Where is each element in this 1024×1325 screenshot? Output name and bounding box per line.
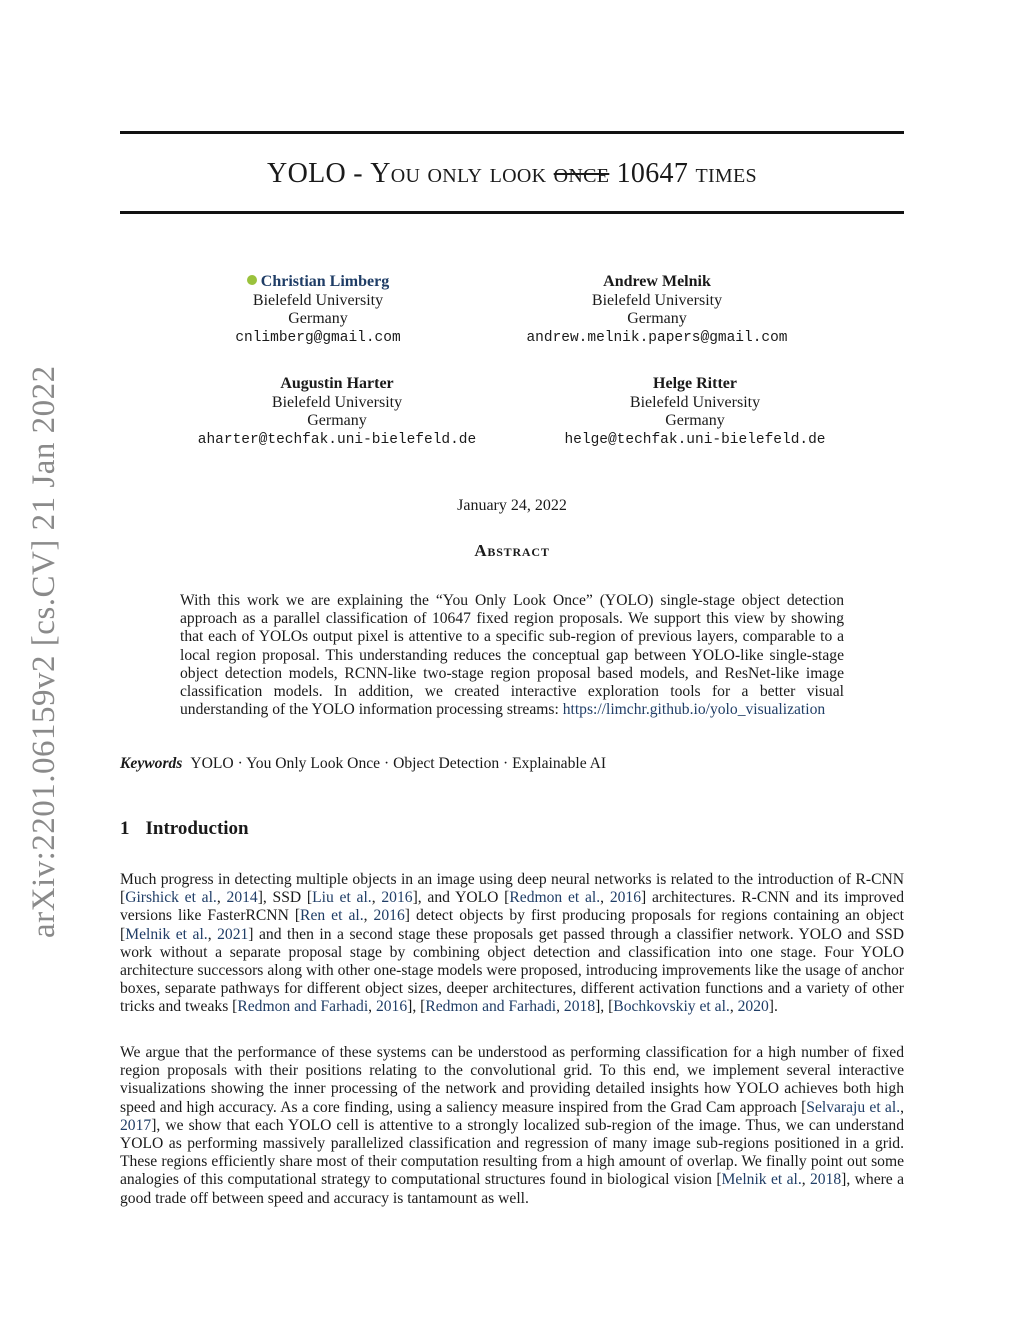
citation-link[interactable]: Melnik et al. — [721, 1171, 802, 1189]
author-affiliation: Bielefeld University — [629, 393, 761, 411]
citation-link[interactable]: 2021 — [217, 925, 249, 943]
citation-link[interactable]: 2014 — [226, 889, 258, 907]
author-email: helge@techfak.uni-bielefeld.de — [564, 431, 826, 448]
paragraph-text: , — [900, 1098, 904, 1116]
paragraph-text: , — [801, 1171, 810, 1189]
paragraph-text: , — [729, 998, 738, 1016]
citation-link[interactable]: Bochkovskiy et al. — [613, 998, 730, 1016]
paragraph-text: ], and YOLO [ — [412, 889, 510, 907]
section-heading — [120, 818, 249, 840]
keywords-text: YOLO · You Only Look Once · Object Detection · Explainable AI — [190, 755, 607, 772]
citation-link[interactable]: Selvaraju et al. — [806, 1098, 901, 1116]
title-rule-top — [120, 131, 904, 134]
title-rule-bottom — [120, 211, 904, 214]
citation-link[interactable]: 2016 — [609, 889, 641, 907]
section-title: Introduction — [145, 818, 249, 839]
paragraph-text: , — [216, 889, 227, 907]
citation-link[interactable]: Ren et al. — [300, 907, 364, 925]
author-name: Andrew Melnik — [603, 273, 711, 290]
title-part-2: You only look — [370, 158, 547, 189]
title-part-4: times — [695, 158, 757, 189]
citation-link[interactable]: Redmon and Farhadi — [237, 998, 369, 1016]
author-block — [525, 375, 865, 449]
title-struck-word: once — [553, 158, 610, 189]
paragraph-text: ], where a good trade off between speed and accuracy is tantamount as well. — [120, 1171, 905, 1207]
paper-title — [120, 158, 904, 190]
paragraph-text: ]. — [768, 998, 778, 1016]
title-part-1: YOLO - — [267, 158, 371, 189]
paragraph-text: , — [368, 998, 376, 1016]
author-block — [168, 273, 468, 347]
abstract-heading: Abstract — [474, 541, 550, 560]
abstract-body — [180, 592, 844, 719]
paragraph-text: ] and then in a second stage these proposals get passed through a classifier network. YOLO and SSD work without a separate proposal stage by combining object detection and classification into one stage. Four YOLO architecture successors along with other one-stage models were proposed, introducing improvements like the usage of anchor boxes, separate pathways for different object sizes, deeper architectures, different activation functions and a variety of other tricks and tweaks [ — [120, 925, 904, 1016]
author-affiliation: Bielefeld University — [252, 291, 384, 309]
arxiv-identifier: arXiv:2201.06159v2 [cs.CV] 21 Jan 2022 — [26, 365, 62, 938]
keywords-label: Keywords — [120, 755, 183, 772]
abstract-text: With this work we are explaining the “You Only Look Once” (YOLO) single-stage object detection approach as a parallel classification of 10647 fixed region proposals. We support this view by showing that each of YOLOs output pixel is attentive to a specific sub-region of previous layers, comparable to a local region proposal. This understanding reduces the conceptual gap between YOLO-like single-stage object detection models, RCNN-like two-stage region proposal based models, and ResNet-like image classification models. In addition, we created interactive exploration tools for a better visual understanding of the YOLO information processing streams: — [180, 592, 844, 719]
author-name: Augustin Harter — [280, 375, 394, 392]
author-name: Helge Ritter — [653, 375, 737, 392]
citation-link[interactable]: 2016 — [375, 998, 408, 1016]
citation-link[interactable]: 2017 — [120, 1116, 152, 1134]
author-block — [497, 273, 817, 347]
intro-paragraph-2 — [120, 1044, 904, 1208]
author-country: Germany — [288, 310, 348, 327]
paragraph-text: ], [ — [407, 998, 426, 1016]
paragraph-text: , — [556, 998, 564, 1016]
paragraph-text: , — [371, 889, 382, 907]
author-email: andrew.melnik.papers@gmail.com — [526, 329, 788, 346]
project-link[interactable]: https://limchr.github.io/yolo_visualization — [562, 701, 826, 719]
citation-link[interactable]: Girshick et al. — [125, 889, 217, 907]
citation-link[interactable]: Redmon et al. — [509, 889, 601, 907]
paragraph-text: ], [ — [595, 998, 614, 1016]
paragraph-text: , — [600, 889, 610, 907]
paragraph-text: , — [363, 907, 374, 925]
title-part-3: 10647 — [609, 158, 696, 189]
paragraph-text: ], SSD [ — [257, 889, 313, 907]
paragraph-text: We argue that the performance of these systems can be understood as performing classification for a high number of fixed region proposals with their positions relating to the convolutional grid. To this end, we implement several interactive visualizations showing the inner processing of the network and providing detailed insights how YOLO achieves both high speed and high accuracy. As a core finding, using a saliency measure inspired from the Grad Cam approach [ — [120, 1044, 904, 1116]
author-block — [167, 375, 507, 449]
paragraph-text: , — [207, 925, 218, 943]
citation-link[interactable]: 2016 — [381, 889, 413, 907]
author-email: cnlimberg@gmail.com — [235, 329, 401, 346]
section-number: 1 — [120, 818, 130, 839]
intro-paragraph-1 — [120, 871, 904, 1017]
citation-link[interactable]: 2016 — [373, 907, 405, 925]
citation-link[interactable]: Redmon and Farhadi — [425, 998, 557, 1016]
citation-link[interactable]: 2020 — [737, 998, 769, 1016]
paragraph-text: Much progress in detecting multiple objects in an image using deep neural networks is related to the introduction of R-CNN [ — [120, 871, 904, 907]
author-name[interactable]: Christian Limberg — [168, 273, 468, 292]
author-country: Germany — [665, 412, 725, 429]
author-country: Germany — [307, 412, 367, 429]
citation-link[interactable]: Liu et al. — [312, 889, 372, 907]
citation-link[interactable]: Melnik et al. — [125, 925, 208, 943]
paper-date: January 24, 2022 — [457, 497, 567, 514]
orcid-icon[interactable] — [247, 275, 257, 285]
paragraph-text: ] architectures. R-CNN and its improved versions like FasterRCNN [ — [120, 889, 905, 925]
paragraph-text: ] detect objects by first producing proposals for regions containing an object [ — [120, 907, 904, 943]
paragraph-text: ], we show that each YOLO cell is attentive to a strongly localized sub-region of the image. Thus, we can understand YOLO as performing massively parallelized classification and regression of many image sub-regions positioned in a grid. These regions efficiently share most of their computation resulting from a high amount of overlap. We finally point out some analogies of this computational strategy to computational structures found in biological vision [ — [120, 1116, 904, 1189]
citation-link[interactable]: 2018 — [809, 1171, 842, 1189]
author-country: Germany — [627, 310, 687, 327]
author-email: aharter@techfak.uni-bielefeld.de — [197, 431, 477, 448]
keywords — [120, 755, 606, 773]
author-affiliation: Bielefeld University — [591, 291, 723, 309]
author-affiliation: Bielefeld University — [271, 393, 403, 411]
citation-link[interactable]: 2018 — [563, 998, 596, 1016]
